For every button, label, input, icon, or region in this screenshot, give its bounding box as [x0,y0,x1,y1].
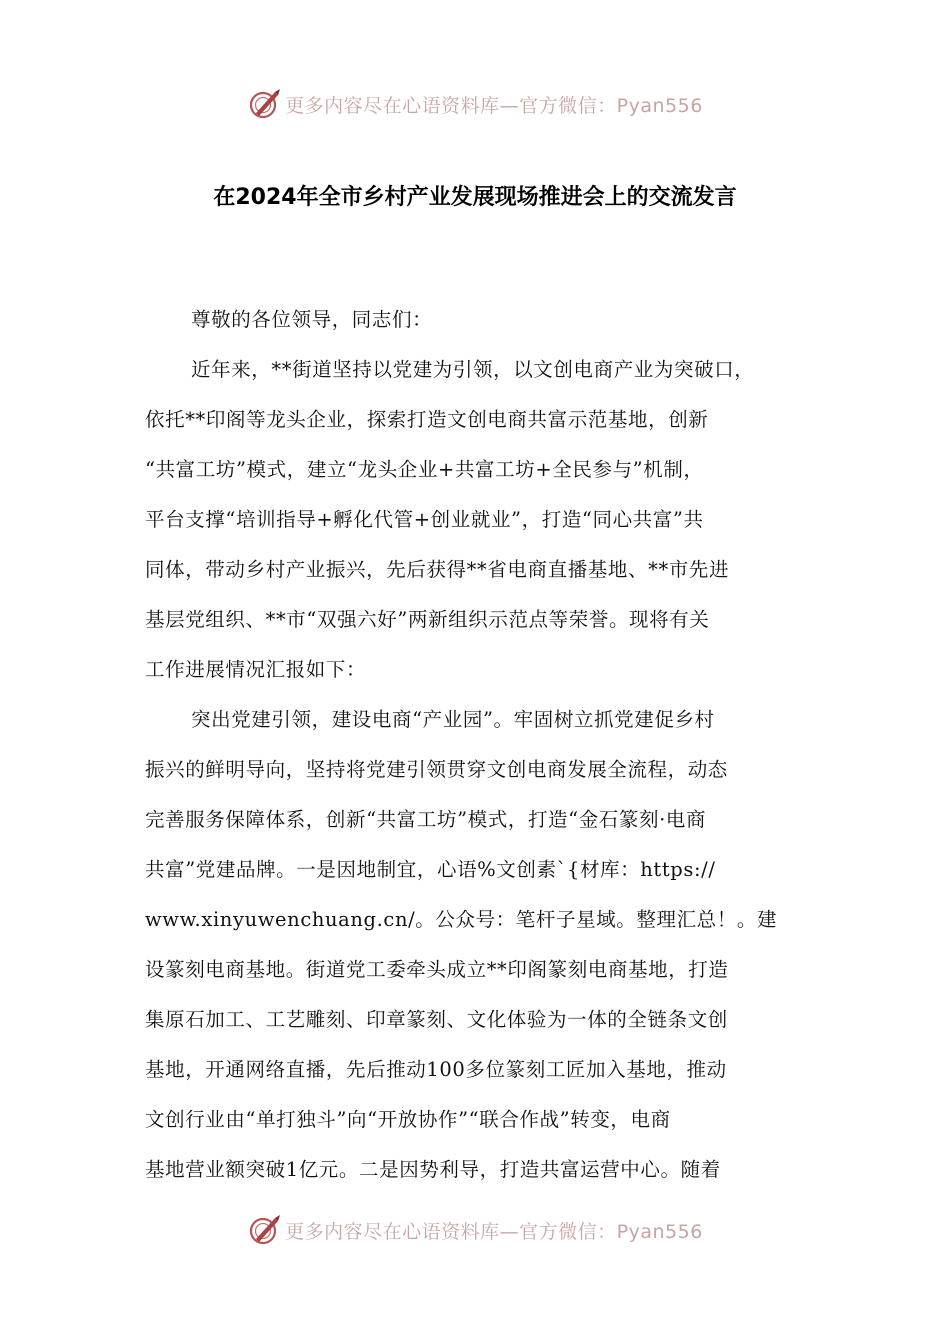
body-text-line: 基地，开通网络直播，先后推动100多位篆刻工匠加入基地，推动 [145,1058,727,1081]
body-text-line: 近年来，**街道坚持以党建为引领，以文创电商产业为突破口， [191,358,755,381]
body-text-line: “共富工坊”模式，建立“龙头企业+共富工坊+全民参与”机制， [145,458,704,481]
body-text-line: 平台支撑“培训指导+孵化代管+创业就业”，打造“同心共富”共 [145,508,704,531]
document-body [145,295,810,1195]
body-text-line: 同体，带动乡村产业振兴，先后获得**省电商直播基地、**市先进 [145,558,730,581]
body-text-line: 文创行业由“单打独斗”向“开放协作”“联合作战”转变，电商 [145,1108,671,1131]
document-title: 在2024年全市乡村产业发展现场推进会上的交流发言 [213,185,737,210]
watermark-text: 更多内容尽在心语资料库—官方微信：Pyan556 [285,1220,703,1243]
body-text-line: 工作进展情况汇报如下： [145,658,367,681]
body-text-line: 设篆刻电商基地。街道党工委牵头成立**印阁篆刻电商基地，打造 [145,958,729,981]
body-text-line: 基地营业额突破1亿元。二是因势利导，打造共富运营中心。随着 [145,1158,721,1181]
body-text-line: 基层党组织、**市“双强六好”两新组织示范点等荣誉。现将有关 [145,608,710,631]
watermark-banner-bottom [0,1208,950,1252]
body-text-line: 完善服务保障体系，创新“共富工坊”模式，打造“金石篆刻·电商 [145,808,707,831]
body-text-line: 突出党建引领，建设电商“产业园”。牢固树立抓党建促乡村 [191,708,715,731]
pen-nib-logo-icon [247,86,283,122]
body-text-line: 依托**印阁等龙头企业，探索打造文创电商共富示范基地，创新 [145,408,709,431]
watermark-text: 更多内容尽在心语资料库—官方微信：Pyan556 [285,94,703,117]
body-text-line: 振兴的鲜明导向，坚持将党建引领贯穿文创电商发展全流程，动态 [145,758,728,781]
body-text-line: 集原石加工、工艺雕刻、印章篆刻、文化体验为一体的全链条文创 [145,1008,728,1031]
watermark-banner-top [0,82,950,126]
body-text-line: 共富”党建品牌。一是因地制宜，心语%文创素`{材库：https:// [145,858,716,881]
pen-nib-logo-icon [247,1212,283,1248]
body-text-line: www.xinyuwenchuang.cn/。公众号：笔杆子星域。整理汇总！。建 [145,908,778,931]
body-text-line: 尊敬的各位领导，同志们： [191,308,433,331]
